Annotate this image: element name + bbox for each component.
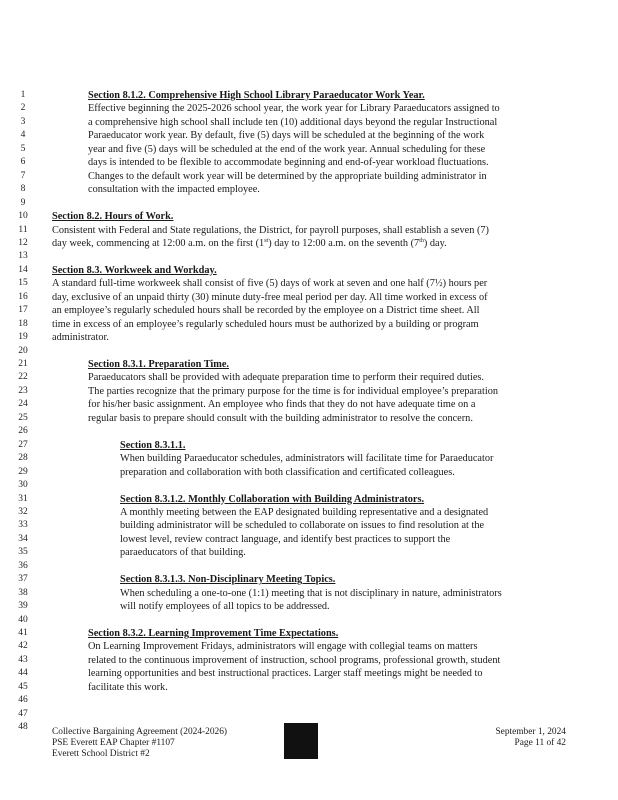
line-26 [0, 425, 618, 438]
line-number: 29 [18, 466, 28, 477]
line-33 [0, 519, 618, 532]
footer-date: September 1, 2024 [495, 727, 566, 737]
line-number: 17 [18, 305, 28, 316]
line-6 [0, 156, 618, 169]
line-number: 37 [18, 574, 28, 585]
line-47 [0, 708, 618, 721]
line-text: days is intended to be flexible to accommodate beginning and end-of-year workload fluctuations. [88, 157, 489, 169]
line-number: 12 [18, 237, 28, 248]
line-text: Paraeducators shall be provided with adequate preparation time to perform their required duties. [88, 372, 485, 384]
line-number: 8 [20, 184, 26, 195]
line-text: will notify employees of all topics to be addressed. [120, 601, 330, 613]
line-number: 6 [20, 157, 26, 168]
line-text: an employee’s regularly scheduled hours shall be recorded by the employee on a District time sheet. All [52, 305, 480, 317]
line-number: 18 [18, 318, 28, 329]
section-heading: Section 8.1.2. Comprehensive High School Library Paraeducator Work Year. [88, 90, 425, 101]
line-40 [0, 614, 618, 627]
line-14 [0, 264, 618, 277]
line-number: 20 [18, 345, 28, 356]
line-number: 11 [18, 224, 28, 235]
ordinal-suffix: th [419, 237, 424, 244]
line-text: related to the continuous improvement of instruction, school programs, professional growth, student [88, 654, 501, 666]
line-30 [0, 479, 618, 492]
line-number: 22 [18, 372, 28, 383]
line-45 [0, 681, 618, 694]
section-heading: Section 8.3.1.2. Monthly Collaboration with Building Administrators. [120, 493, 425, 505]
line-32 [0, 506, 618, 519]
line-text: time in excess of an employee’s regularly scheduled hours must be authorized by a building or program [52, 318, 479, 330]
line-number: 16 [18, 291, 28, 302]
line-number: 48 [18, 722, 28, 733]
line-number: 19 [18, 332, 28, 343]
line-text: Effective beginning the 2025-2026 school year, the work year for Library Paraeducators assigned to [88, 103, 500, 115]
line-number: 47 [18, 708, 28, 719]
line-number: 26 [18, 426, 28, 437]
line-number: 44 [18, 668, 28, 679]
redaction-block [284, 723, 318, 759]
line-text: Changes to the default work year will be determined by the appropriate building administrator in [88, 170, 487, 182]
line-13 [0, 250, 618, 263]
line-44 [0, 667, 618, 680]
section-heading: Section 8.3.2. Learning Improvement Time Expectations. [88, 628, 339, 639]
line-7 [0, 170, 618, 183]
line-3 [0, 116, 618, 129]
line-text: A standard full-time workweek shall consist of five (5) days of work at seven and one half (7½) hours per [52, 278, 488, 290]
line-number: 45 [18, 681, 28, 692]
line-text: Paraeducator work year. By default, five (5) days will be scheduled at the beginning of the work [88, 130, 485, 142]
line-number: 28 [18, 453, 28, 464]
line-number: 36 [18, 560, 28, 571]
line-37 [0, 573, 618, 586]
line-41 [0, 627, 618, 640]
line-number: 35 [18, 547, 28, 558]
line-12 [0, 237, 618, 250]
line-number: 38 [18, 587, 28, 598]
text-segment: ) day. [423, 237, 447, 249]
line-number: 13 [18, 251, 28, 262]
line-number: 32 [18, 506, 28, 517]
line-text: When scheduling a one-to-one (1:1) meeting that is not disciplinary in nature, administrators [120, 587, 502, 599]
section-heading: Section 8.3.1.3. Non-Disciplinary Meeting Topics. [120, 574, 336, 586]
text-segment: day week, commencing at 12:00 a.m. on the first (1 [52, 237, 265, 249]
line-number: 39 [18, 601, 28, 612]
line-number: 3 [20, 116, 26, 127]
line-22 [0, 371, 618, 384]
line-21 [0, 358, 618, 371]
line-number: 14 [18, 264, 28, 275]
line-number: 10 [18, 211, 28, 222]
line-number: 1 [20, 90, 26, 100]
line-number: 9 [20, 197, 26, 208]
line-5 [0, 143, 618, 156]
line-text: Consistent with Federal and State regulations, the District, for payroll purposes, shall establish a seven (7) [52, 224, 489, 236]
line-39 [0, 600, 618, 613]
line-text: building administrator will be scheduled to collaborate on issues to find resolution at the [120, 520, 485, 532]
line-43 [0, 654, 618, 667]
line-number: 2 [20, 103, 26, 114]
line-16 [0, 291, 618, 304]
line-29 [0, 466, 618, 479]
section-heading: Section 8.2. Hours of Work. [52, 211, 174, 223]
line-number: 4 [20, 130, 26, 141]
ordinal-suffix: st [264, 237, 269, 244]
line-text: year and five (5) days will be scheduled at the end of the work year. Annual scheduling for these [88, 143, 486, 155]
line-text: facilitate this work. [88, 681, 168, 693]
line-34 [0, 533, 618, 546]
line-text: When building Paraeducator schedules, administrators will facilitate time for Paraeducator [120, 453, 494, 465]
footer-chapter: PSE Everett EAP Chapter #1107 [52, 738, 175, 749]
line-8 [0, 183, 618, 196]
line-text: for his/her basic assignment. An employee who finds that they do not have adequate time on a [88, 399, 476, 411]
line-10 [0, 210, 618, 223]
line-38 [0, 587, 618, 600]
line-number: 42 [18, 641, 28, 652]
line-36 [0, 560, 618, 573]
line-number: 34 [18, 533, 28, 544]
line-number: 43 [18, 654, 28, 665]
line-15 [0, 277, 618, 290]
line-number: 5 [20, 143, 26, 154]
section-heading: Section 8.3.1. Preparation Time. [88, 359, 230, 370]
line-text: consultation with the impacted employee. [88, 184, 260, 196]
line-number: 23 [18, 385, 28, 396]
line-number: 27 [18, 439, 28, 450]
line-4 [0, 129, 618, 142]
footer-district: Everett School District #2 [52, 749, 150, 760]
line-25 [0, 412, 618, 425]
line-20 [0, 345, 618, 358]
line-text: administrator. [52, 332, 109, 344]
line-24 [0, 398, 618, 411]
line-text [52, 237, 447, 250]
line-number: 46 [18, 695, 28, 706]
line-text: a comprehensive high school shall include ten (10) additional days beyond the regular Instructional [88, 116, 498, 128]
footer-page-number: Page 11 of 42 [514, 738, 566, 749]
footer-agreement-title: Collective Bargaining Agreement (2024-2026) [52, 727, 228, 737]
line-text: paraeducators of that building. [120, 547, 246, 559]
line-number: 7 [20, 170, 26, 181]
line-23 [0, 385, 618, 398]
section-heading: Section 8.3.1.1. [120, 439, 186, 451]
line-text: The parties recognize that the primary purpose for the time is for individual employee’s preparation [88, 385, 499, 397]
line-19 [0, 331, 618, 344]
line-31 [0, 493, 618, 506]
line-11 [0, 224, 618, 237]
line-46 [0, 694, 618, 707]
line-17 [0, 304, 618, 317]
line-text: lowest level, review contract language, and identify best practices to support the [120, 533, 451, 545]
line-text: On Learning Improvement Fridays, administrators will engage with collegial teams on matters [88, 641, 478, 653]
line-number: 21 [18, 359, 28, 369]
line-35 [0, 546, 618, 559]
line-2 [0, 102, 618, 115]
line-text: preparation and collaboration with both classification and certificated colleagues. [120, 466, 455, 478]
line-42 [0, 640, 618, 653]
line-number: 41 [18, 628, 28, 638]
line-9 [0, 197, 618, 210]
footer-left [52, 727, 227, 761]
line-number: 31 [18, 493, 28, 504]
line-number: 24 [18, 399, 28, 410]
text-segment: ) day to 12:00 a.m. on the seventh (7 [268, 237, 420, 249]
line-text: A monthly meeting between the EAP designated building representative and a designated [120, 506, 489, 518]
line-18 [0, 318, 618, 331]
section-heading: Section 8.3. Workweek and Workday. [52, 264, 217, 276]
line-27 [0, 439, 618, 452]
line-number: 25 [18, 412, 28, 423]
line-28 [0, 452, 618, 465]
line-number: 15 [18, 278, 28, 289]
footer-right [495, 727, 566, 749]
line-text: regular basis to prepare should consult with the building administrator to resolve the concern. [88, 412, 473, 424]
line-number: 30 [18, 480, 28, 491]
line-text: learning opportunities and best instructional practices. Larger staff meetings might be needed to [88, 668, 483, 680]
line-number: 33 [18, 520, 28, 531]
line-1 [0, 89, 618, 102]
line-number: 40 [18, 614, 28, 625]
line-text: day, exclusive of an unpaid thirty (30) minute duty-free meal period per day. All time worked in excess of [52, 291, 488, 303]
